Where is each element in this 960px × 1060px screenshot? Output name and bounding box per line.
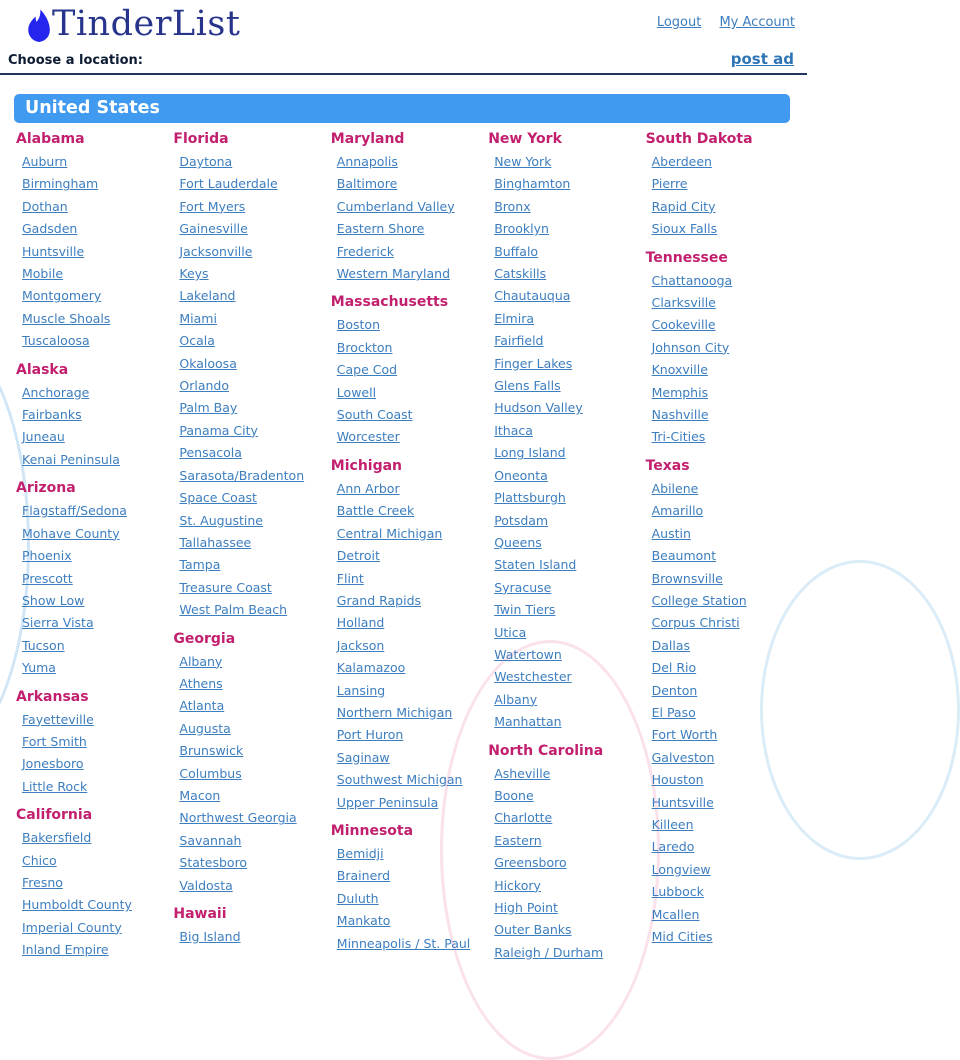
city-link[interactable]: Jackson	[336, 637, 385, 653]
city-link[interactable]: Panama City	[179, 422, 258, 438]
city-link[interactable]: Anchorage	[22, 384, 90, 400]
city-link[interactable]: Cumberland Valley	[336, 198, 455, 214]
city-link[interactable]: Chattanooga	[651, 272, 733, 288]
city-link[interactable]: Fort Lauderdale	[179, 176, 278, 192]
state-section	[16, 688, 165, 799]
state-section	[173, 130, 322, 622]
city-link[interactable]: Raleigh / Durham	[494, 944, 604, 960]
city-link[interactable]: Okaloosa	[179, 355, 237, 371]
state-heading: New York	[488, 131, 562, 147]
city-link[interactable]: Pierre	[651, 176, 688, 192]
city-link[interactable]: Asheville	[494, 765, 551, 781]
city-link[interactable]: Juneau	[22, 429, 65, 445]
city-link[interactable]: Northwest Georgia	[179, 810, 297, 826]
state-section	[646, 249, 795, 449]
city-link[interactable]: Fort Myers	[179, 198, 246, 214]
city-link[interactable]: Central Michigan	[336, 525, 443, 541]
city-link[interactable]: Bemidji	[336, 845, 384, 861]
city-link[interactable]: Hudson Valley	[494, 400, 583, 416]
city-link[interactable]: Sierra Vista	[22, 615, 94, 631]
city-link[interactable]: Battle Creek	[336, 503, 415, 519]
city-link[interactable]: Huntsville	[651, 794, 714, 810]
city-link[interactable]: Watertown	[494, 646, 562, 662]
state-heading: Texas	[645, 457, 690, 474]
city-link[interactable]: Holland	[336, 615, 385, 631]
city-link[interactable]: Duluth	[336, 890, 379, 906]
site-header	[0, 0, 807, 50]
state-section	[331, 822, 480, 955]
state-section	[488, 130, 637, 734]
state-heading: California	[16, 807, 93, 824]
state-heading: North Carolina	[488, 742, 604, 759]
city-link[interactable]: Albany	[179, 653, 223, 669]
city-link[interactable]: Big Island	[179, 929, 241, 944]
city-link[interactable]: Kalamazoo	[336, 660, 406, 676]
city-link[interactable]: Prescott	[22, 570, 73, 586]
city-link[interactable]: Jacksonville	[179, 243, 253, 259]
city-link[interactable]: Brainerd	[336, 868, 391, 884]
city-link[interactable]: Buffalo	[494, 243, 539, 259]
city-link[interactable]: Aberdeen	[651, 154, 712, 169]
state-heading: Alaska	[16, 361, 69, 378]
city-link[interactable]: Twin Tiers	[494, 602, 556, 618]
city-link[interactable]: Brooklyn	[494, 221, 549, 237]
city-link[interactable]: Ocala	[179, 333, 215, 349]
city-link[interactable]: Bronx	[494, 198, 531, 214]
city-link[interactable]: New York	[494, 154, 552, 169]
city-link[interactable]: Fort Smith	[22, 733, 87, 749]
city-link[interactable]: Nashville	[651, 407, 709, 423]
city-link[interactable]: Killeen	[651, 816, 694, 832]
city-link[interactable]: Pensacola	[179, 445, 242, 461]
city-link[interactable]: Savannah	[179, 832, 242, 848]
city-link[interactable]: Glens Falls	[494, 378, 561, 394]
city-link[interactable]: Upper Peninsula	[336, 794, 439, 810]
state-heading: Tennessee	[645, 249, 728, 266]
city-link[interactable]: Muscle Shoals	[22, 310, 111, 326]
subheader	[0, 50, 807, 73]
flame-icon	[26, 9, 52, 43]
state-heading: Alabama	[16, 131, 85, 147]
city-link[interactable]: Boston	[336, 317, 381, 333]
city-link[interactable]: Amarillo	[651, 503, 704, 519]
city-link[interactable]: Long Island	[494, 445, 566, 461]
city-link[interactable]: Northern Michigan	[336, 704, 453, 720]
city-link[interactable]: Little Rock	[22, 778, 88, 794]
state-heading: Florida	[173, 131, 229, 147]
city-link[interactable]: Kenai Peninsula	[22, 451, 120, 467]
state-section	[646, 457, 795, 949]
state-section	[16, 806, 165, 961]
city-link[interactable]: Beaumont	[651, 548, 717, 564]
state-heading: South Dakota	[645, 131, 753, 147]
city-link[interactable]: Lubbock	[651, 884, 704, 900]
state-section	[331, 457, 480, 814]
city-link[interactable]: Space Coast	[179, 490, 257, 506]
city-link[interactable]: Palm Bay	[179, 400, 238, 416]
logout-link[interactable]: Logout	[656, 15, 702, 30]
state-section	[488, 742, 637, 965]
location-column	[646, 130, 795, 964]
city-link[interactable]: Gainesville	[179, 221, 248, 237]
logo-text: TinderList	[52, 4, 241, 44]
city-link[interactable]: Mankato	[336, 913, 391, 929]
city-link[interactable]: Atlanta	[179, 698, 225, 714]
city-link[interactable]: Treasure Coast	[179, 579, 272, 595]
state-heading: Hawaii	[173, 906, 227, 922]
city-link[interactable]: Tampa	[179, 557, 221, 573]
city-link[interactable]: Dallas	[651, 637, 690, 653]
state-heading: Arizona	[16, 480, 76, 497]
account-nav	[643, 15, 795, 30]
city-link[interactable]: Humboldt County	[22, 897, 132, 913]
city-link[interactable]: Chico	[22, 852, 57, 868]
choose-location-label: Choose a location:	[8, 53, 143, 68]
city-link[interactable]: Tallahassee	[179, 534, 252, 550]
city-link[interactable]: Yuma	[22, 660, 56, 676]
city-link[interactable]: High Point	[494, 900, 558, 915]
city-link[interactable]: Corpus Christi	[651, 615, 740, 631]
city-link[interactable]: Johnson City	[651, 339, 730, 355]
city-link[interactable]: Del Rio	[651, 660, 697, 676]
city-link[interactable]: Memphis	[651, 384, 709, 400]
city-link[interactable]: Baltimore	[336, 176, 398, 192]
city-link[interactable]: Austin	[651, 525, 691, 541]
city-link[interactable]: Plattsburgh	[494, 490, 566, 506]
city-link[interactable]: Annapolis	[336, 154, 398, 169]
city-link[interactable]: Fairbanks	[22, 407, 82, 423]
city-link[interactable]: Manhattan	[494, 714, 562, 730]
city-link[interactable]: Westchester	[494, 669, 572, 685]
location-column	[488, 130, 637, 964]
country-banner: United States	[14, 94, 790, 123]
city-link[interactable]: Fort Worth	[651, 727, 718, 743]
state-section	[16, 130, 165, 353]
post-ad-link[interactable]: post ad	[730, 50, 794, 68]
city-link[interactable]: College Station	[651, 592, 747, 608]
city-link[interactable]: Brunswick	[179, 743, 244, 759]
city-link[interactable]: Ann Arbor	[336, 480, 400, 496]
state-heading: Michigan	[330, 457, 403, 474]
city-link[interactable]: Augusta	[179, 720, 231, 736]
city-link[interactable]: Southwest Michigan	[336, 772, 463, 788]
city-link[interactable]: Greensboro	[494, 855, 567, 871]
city-link[interactable]: Detroit	[336, 548, 380, 564]
city-link[interactable]: Frederick	[336, 243, 394, 259]
city-link[interactable]: Columbus	[179, 765, 242, 781]
city-link[interactable]: Tuscaloosa	[22, 333, 90, 349]
city-link[interactable]: St. Augustine	[179, 512, 264, 528]
state-heading: Massachusetts	[330, 294, 449, 311]
state-section	[16, 361, 165, 472]
city-link[interactable]: Valdosta	[179, 877, 233, 893]
city-link[interactable]: Lansing	[336, 682, 386, 698]
state-section	[331, 130, 480, 285]
city-link[interactable]: Tri-Cities	[651, 429, 706, 445]
city-link[interactable]: Albany	[494, 691, 538, 707]
city-link[interactable]: Show Low	[22, 592, 85, 608]
city-link[interactable]: Boone	[494, 787, 534, 803]
city-link[interactable]: Brownsville	[651, 570, 723, 586]
city-link[interactable]: Jonesboro	[22, 756, 84, 772]
city-link[interactable]: Flagstaff/Sedona	[22, 503, 127, 519]
city-link[interactable]: Ithaca	[494, 422, 533, 438]
city-link[interactable]: Elmira	[494, 310, 535, 326]
city-link[interactable]: Montgomery	[22, 288, 102, 304]
city-link[interactable]: South Coast	[336, 407, 413, 423]
city-link[interactable]: Minneapolis / St. Paul	[336, 935, 471, 951]
city-link[interactable]: Outer Banks	[494, 922, 572, 938]
city-link[interactable]: Saginaw	[336, 749, 390, 765]
city-link[interactable]: Daytona	[179, 154, 233, 169]
city-link[interactable]: Fairfield	[494, 333, 544, 349]
city-link[interactable]: Oneonta	[494, 467, 548, 483]
city-link[interactable]: West Palm Beach	[179, 602, 288, 618]
city-link[interactable]: Grand Rapids	[336, 592, 422, 608]
city-link[interactable]: Athens	[179, 675, 223, 691]
state-section	[173, 630, 322, 897]
city-link[interactable]: Syracuse	[494, 579, 552, 595]
state-heading: Minnesota	[330, 822, 414, 839]
city-link[interactable]: Port Huron	[336, 727, 404, 743]
city-link[interactable]: Fayetteville	[22, 711, 94, 727]
city-link[interactable]: Houston	[651, 772, 704, 788]
city-link[interactable]: Fresno	[22, 874, 63, 890]
state-section	[173, 905, 322, 948]
header-divider	[0, 73, 807, 75]
city-link[interactable]: Mobile	[22, 266, 64, 282]
city-link[interactable]: Keys	[179, 266, 209, 282]
city-link[interactable]: Abilene	[651, 480, 699, 496]
city-link[interactable]: Tucson	[22, 637, 65, 653]
location-column	[16, 130, 165, 964]
city-link[interactable]: Galveston	[651, 749, 715, 765]
city-link[interactable]: Cape Cod	[336, 362, 398, 378]
city-link[interactable]: Potsdam	[494, 512, 549, 528]
city-link[interactable]: Mohave County	[22, 525, 120, 541]
city-link[interactable]: Chautauqua	[494, 288, 571, 304]
city-link[interactable]: Knoxville	[651, 362, 708, 378]
city-link[interactable]: Birmingham	[22, 176, 99, 192]
city-link[interactable]: Inland Empire	[22, 942, 109, 958]
city-link[interactable]: Imperial County	[22, 919, 122, 935]
city-link[interactable]: Binghamton	[494, 176, 571, 192]
site-logo[interactable]	[26, 5, 240, 43]
city-link[interactable]: Dothan	[22, 198, 68, 214]
city-link[interactable]: Lakeland	[179, 288, 236, 304]
city-link[interactable]: Sarasota/Bradenton	[179, 467, 305, 483]
city-link[interactable]: Eastern	[494, 832, 542, 848]
city-link[interactable]: Mcallen	[651, 906, 700, 922]
city-link[interactable]: El Paso	[651, 704, 696, 720]
city-link[interactable]: Denton	[651, 682, 698, 698]
city-link[interactable]: Charlotte	[494, 810, 553, 826]
state-section	[16, 479, 165, 679]
my-account-link[interactable]: My Account	[719, 15, 795, 30]
city-link[interactable]: Eastern Shore	[336, 221, 425, 237]
city-link[interactable]: Miami	[179, 310, 217, 326]
city-link[interactable]: Statesboro	[179, 855, 248, 871]
city-link[interactable]: Clarksville	[651, 295, 716, 311]
city-link[interactable]: Lowell	[336, 384, 377, 400]
city-link[interactable]: Phoenix	[22, 548, 72, 564]
location-column	[331, 130, 480, 964]
city-link[interactable]: Macon	[179, 787, 221, 803]
city-link[interactable]: Laredo	[651, 839, 695, 855]
city-link[interactable]: Orlando	[179, 378, 230, 394]
city-link[interactable]: Finger Lakes	[494, 355, 573, 371]
city-link[interactable]: Gadsden	[22, 221, 78, 237]
city-link[interactable]: Brockton	[336, 339, 393, 355]
state-section	[646, 130, 795, 241]
city-link[interactable]: Rapid City	[651, 198, 716, 214]
city-link[interactable]: Auburn	[22, 154, 68, 169]
city-link[interactable]: Huntsville	[22, 243, 85, 259]
state-heading: Arkansas	[16, 688, 89, 705]
city-link[interactable]: Longview	[651, 861, 711, 877]
city-link[interactable]: Sioux Falls	[651, 221, 718, 237]
location-columns	[0, 123, 807, 964]
state-section	[331, 293, 480, 448]
city-link[interactable]: Worcester	[336, 429, 400, 445]
city-link[interactable]: Cookeville	[651, 317, 716, 333]
city-link[interactable]: Catskills	[494, 266, 547, 282]
city-link[interactable]: Bakersfield	[22, 830, 92, 846]
city-link[interactable]: Queens	[494, 534, 542, 550]
state-heading: Maryland	[330, 131, 405, 147]
state-heading: Georgia	[173, 630, 236, 647]
location-column	[173, 130, 322, 964]
city-link[interactable]: Western Maryland	[336, 266, 451, 282]
city-link[interactable]: Hickory	[494, 877, 541, 893]
city-link[interactable]: Mid Cities	[651, 929, 713, 944]
city-link[interactable]: Flint	[336, 570, 364, 586]
city-link[interactable]: Staten Island	[494, 557, 577, 573]
city-link[interactable]: Utica	[494, 624, 527, 640]
